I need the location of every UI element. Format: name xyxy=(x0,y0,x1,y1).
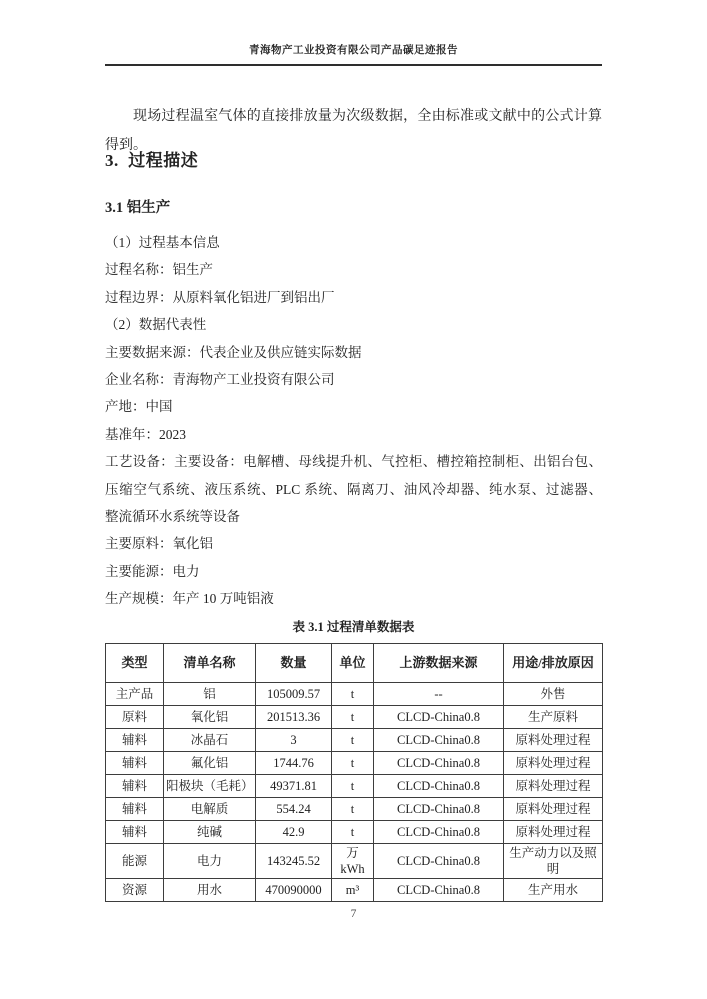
process-info-line: 整流循环水系统等设备 xyxy=(105,509,240,525)
inventory-table xyxy=(105,643,603,902)
table-cell: 纯碱 xyxy=(164,821,256,844)
table-cell: 辅料 xyxy=(106,752,164,775)
table-cell: t xyxy=(332,683,374,706)
subsection-heading: 3.1 铝生产 xyxy=(105,200,171,216)
table-column-header: 单位 xyxy=(332,644,374,683)
process-info-line: 生产规模：年产 10 万吨铝液 xyxy=(105,591,274,607)
table-cell: 生产原料 xyxy=(504,706,603,729)
header-rule xyxy=(105,64,602,66)
table-cell: 氧化铝 xyxy=(164,706,256,729)
running-header: 青海物产工业投资有限公司产品碳足迹报告 xyxy=(249,45,458,56)
table-cell: 原料处理过程 xyxy=(504,729,603,752)
table-cell: 原料处理过程 xyxy=(504,752,603,775)
table-column-header: 上游数据来源 xyxy=(374,644,504,683)
table-cell: 能源 xyxy=(106,844,164,879)
table-caption: 表 3.1 过程清单数据表 xyxy=(292,620,415,634)
table-cell: 万 kWh xyxy=(332,844,374,879)
table-cell: 电力 xyxy=(164,844,256,879)
table-cell: 电解质 xyxy=(164,798,256,821)
table-cell: 原料处理过程 xyxy=(504,821,603,844)
table-cell: 冰晶石 xyxy=(164,729,256,752)
table-row xyxy=(106,798,603,821)
table-cell: 阳极块（毛耗） xyxy=(164,775,256,798)
process-info-line: 主要能源：电力 xyxy=(105,563,200,579)
table-cell: CLCD-China0.8 xyxy=(374,729,504,752)
page-number: 7 xyxy=(350,908,357,920)
table-cell: 原料 xyxy=(106,706,164,729)
process-info-block xyxy=(105,229,602,613)
process-info-line: （1）过程基本信息 xyxy=(105,235,220,250)
table-column-header: 数量 xyxy=(256,644,332,683)
table-cell: 原料处理过程 xyxy=(504,798,603,821)
table-cell: t xyxy=(332,821,374,844)
table-row xyxy=(106,706,603,729)
table-cell: CLCD-China0.8 xyxy=(374,752,504,775)
table-cell: CLCD-China0.8 xyxy=(374,821,504,844)
table-cell: 49371.81 xyxy=(256,775,332,798)
table-row xyxy=(106,775,603,798)
table-row xyxy=(106,879,603,902)
table-header-row xyxy=(106,644,603,683)
table-cell: t xyxy=(332,729,374,752)
table-cell: 470090000 xyxy=(256,879,332,902)
table-row xyxy=(106,729,603,752)
process-info-line: 基准年：2023 xyxy=(105,426,186,442)
table-cell: 铝 xyxy=(164,683,256,706)
process-info-line: （2）数据代表性 xyxy=(105,317,207,333)
table-cell: t xyxy=(332,752,374,775)
process-info-line: 工艺设备：主要设备：电解槽、母线提升机、气控柜、槽控箱控制柜、出铝台包、 xyxy=(105,454,602,470)
table-cell: 用水 xyxy=(164,879,256,902)
table-cell: 辅料 xyxy=(106,775,164,798)
table-cell: 外售 xyxy=(504,683,603,706)
table-column-header: 类型 xyxy=(106,644,164,683)
table-row xyxy=(106,821,603,844)
table-cell: 辅料 xyxy=(106,821,164,844)
table-cell: CLCD-China0.8 xyxy=(374,879,504,902)
section-heading: 3. 过程描述 xyxy=(105,151,199,170)
table-cell: 辅料 xyxy=(106,798,164,821)
table-row xyxy=(106,844,603,879)
table-cell: 生产动力以及照明 xyxy=(504,844,603,879)
table-cell: 201513.36 xyxy=(256,706,332,729)
process-info-line: 过程名称：铝生产 xyxy=(105,262,213,278)
table-cell: 生产用水 xyxy=(504,879,603,902)
table-cell: 42.9 xyxy=(256,821,332,844)
table-cell: CLCD-China0.8 xyxy=(374,775,504,798)
table-row xyxy=(106,683,603,706)
table-cell: 143245.52 xyxy=(256,844,332,879)
table-cell: -- xyxy=(374,683,504,706)
process-info-line: 主要数据来源：代表企业及供应链实际数据 xyxy=(105,344,362,360)
table-cell: m³ xyxy=(332,879,374,902)
table-cell: CLCD-China0.8 xyxy=(374,706,504,729)
table-row xyxy=(106,752,603,775)
table-column-header: 清单名称 xyxy=(164,644,256,683)
table-cell: t xyxy=(332,775,374,798)
table-cell: 原料处理过程 xyxy=(504,775,603,798)
inventory-table-body xyxy=(106,683,603,902)
table-cell: 主产品 xyxy=(106,683,164,706)
table-cell: 554.24 xyxy=(256,798,332,821)
table-cell: 105009.57 xyxy=(256,683,332,706)
table-cell: CLCD-China0.8 xyxy=(374,844,504,879)
process-info-line: 过程边界：从原料氧化铝进厂到铝出厂 xyxy=(105,289,335,305)
table-cell: 1744.76 xyxy=(256,752,332,775)
process-info-line: 主要原料：氧化铝 xyxy=(105,536,213,552)
intro-paragraph: 现场过程温室气体的直接排放量为次级数据，全由标准或文献中的公式计算得到。 xyxy=(105,109,602,153)
table-cell: 氟化铝 xyxy=(164,752,256,775)
table-cell: 辅料 xyxy=(106,729,164,752)
inventory-table-header xyxy=(106,644,603,683)
table-cell: t xyxy=(332,706,374,729)
table-cell: 资源 xyxy=(106,879,164,902)
table-cell: t xyxy=(332,798,374,821)
process-info-line: 压缩空气系统、液压系统、PLC 系统、隔离刀、油风冷却器、纯水泵、过滤器、 xyxy=(105,481,602,497)
table-cell: CLCD-China0.8 xyxy=(374,798,504,821)
process-info-line: 企业名称：青海物产工业投资有限公司 xyxy=(105,372,335,388)
table-cell: 3 xyxy=(256,729,332,752)
table-column-header: 用途/排放原因 xyxy=(504,644,603,683)
process-info-line: 产地：中国 xyxy=(105,399,173,415)
